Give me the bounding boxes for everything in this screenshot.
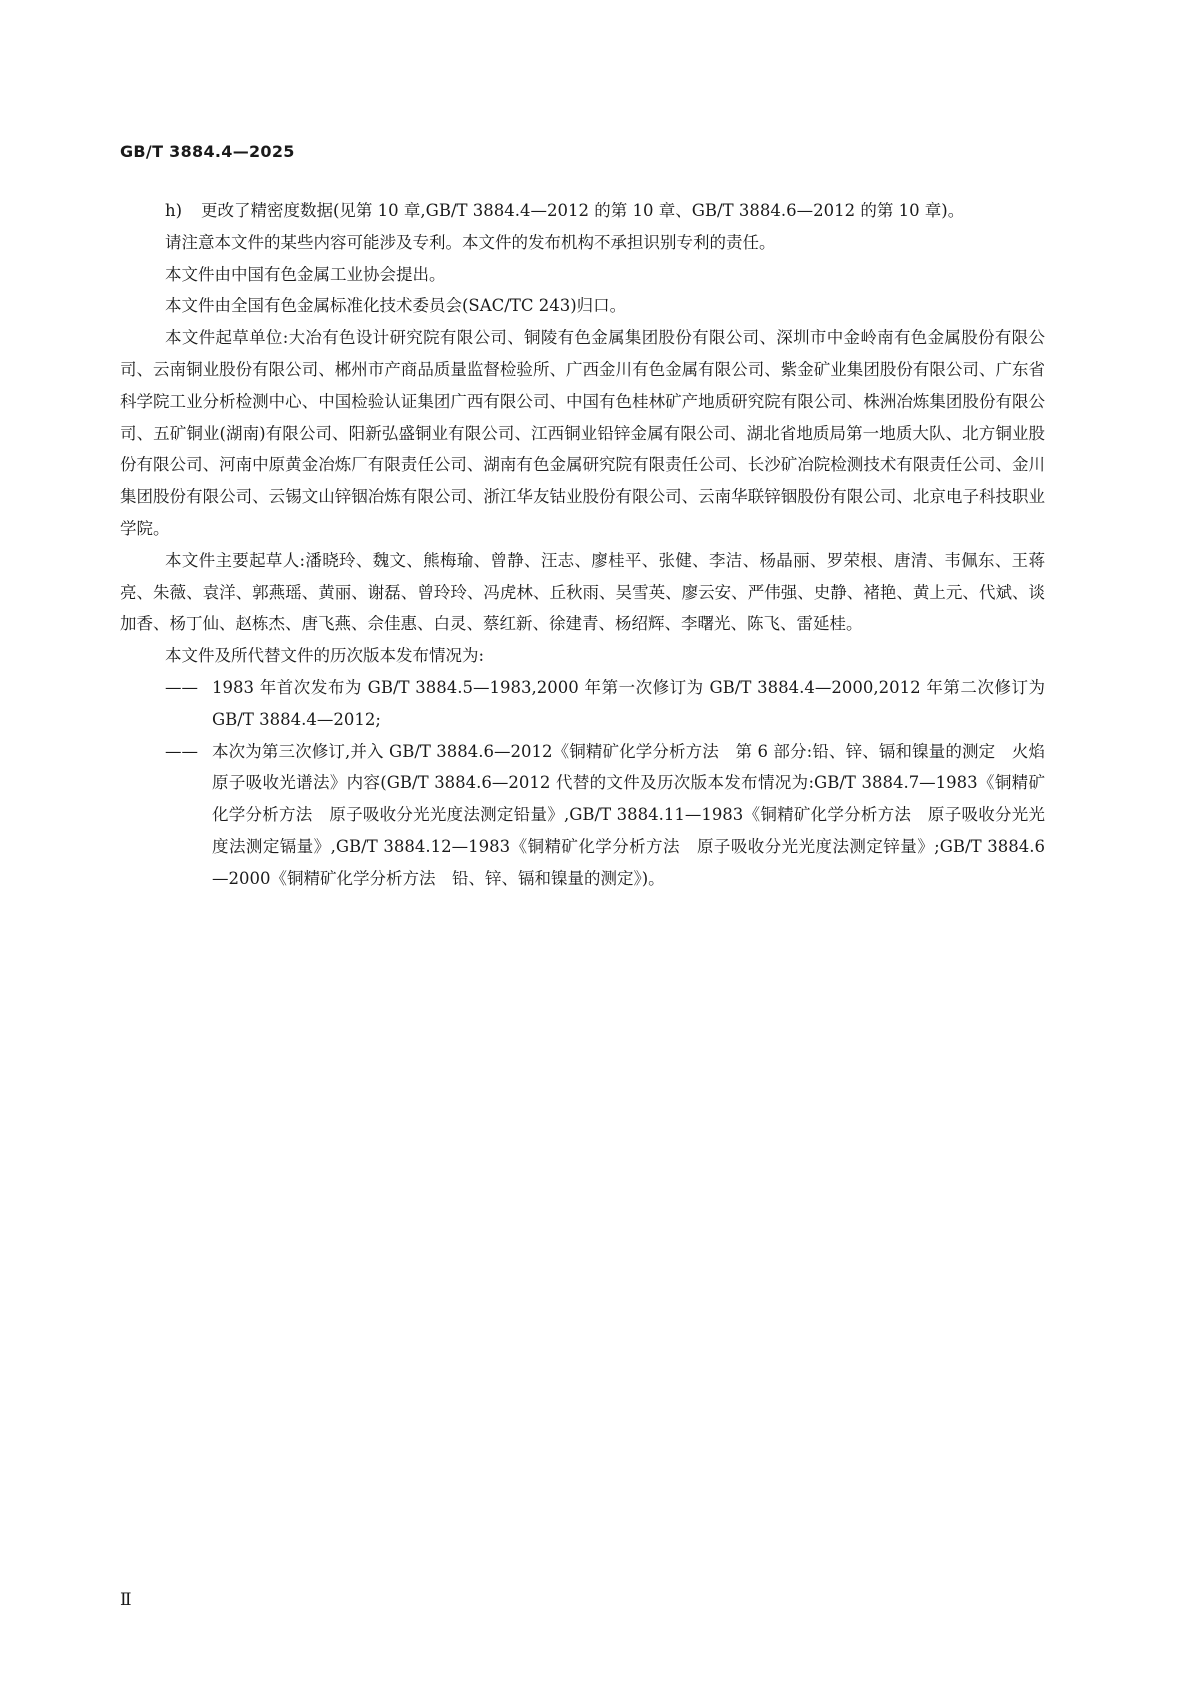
patent-notice: 请注意本文件的某些内容可能涉及专利。本文件的发布机构不承担识别专利的责任。 (165, 232, 776, 252)
history-item (165, 672, 1045, 736)
history-item-text: 本次为第三次修订,并入 GB/T 3884.6—2012《铜精矿化学分析方法 第 6 部分:铅、锌、镉和镍量的测定 火焰原子吸收光谱法》内容(GB/T 3884.6—2012 代替的文件及历次版本发布情况为:GB/T 3884.7—1983《铜精矿化学分析方法 原子吸收分光光度法测定铅量》,GB/T 3884.11—1983《铜精矿化学分析方法 原子吸收分光光度法测定镉量》,GB/T 3884.12—1983《铜精矿化学分析方法 原子吸收分光光度法测定锌量》;GB/T 3884.6—2000《铜精矿化学分析方法 铅、锌、镉和镍量的测定》)。 (212, 741, 1045, 888)
document-body (120, 195, 1045, 895)
proposer-statement: 本文件由中国有色金属工业协会提出。 (165, 264, 446, 284)
history-item-text: 1983 年首次发布为 GB/T 3884.5—1983,2000 年第一次修订为 GB/T 3884.4—2000,2012 年第二次修订为 GB/T 3884.4—2012; (212, 677, 1045, 729)
change-item-text: 更改了精密度数据(见第 10 章,GB/T 3884.4—2012 的第 10 章、GB/T 3884.6—2012 的第 10 章)。 (201, 201, 965, 220)
change-item-h (165, 195, 1045, 227)
history-item-dash: —— (165, 677, 198, 697)
history-item-dash: —— (165, 741, 198, 761)
drafters: 本文件主要起草人:潘晓玲、魏文、熊梅瑜、曾静、汪志、廖桂平、张健、李洁、杨晶丽、罗荣根、唐清、韦佩东、王蒋亮、朱薇、袁洋、郭燕瑶、黄丽、谢磊、曾玲玲、冯虎林、丘秋雨、吴雪英、廖云安、严伟强、史静、褚艳、黄上元、代斌、谈加香、杨丁仙、赵栋杰、唐飞燕、佘佳惠、白灵、蔡红新、徐建青、杨绍辉、李曙光、陈飞、雷延桂。 (120, 550, 1045, 634)
drafting-units: 本文件起草单位:大冶有色设计研究院有限公司、铜陵有色金属集团股份有限公司、深圳市中金岭南有色金属股份有限公司、云南铜业股份有限公司、郴州市产商品质量监督检验所、广西金川有色金属有限公司、紫金矿业集团股份有限公司、广东省科学院工业分析检测中心、中国检验认证集团广西有限公司、中国有色桂林矿产地质研究院有限公司、株洲冶炼集团股份有限公司、五矿铜业(湖南)有限公司、阳新弘盛铜业有限公司、江西铜业铅锌金属有限公司、湖北省地质局第一地质大队、北方铜业股份有限公司、河南中原黄金冶炼厂有限责任公司、湖南有色金属研究院有限责任公司、长沙矿冶院检测技术有限责任公司、金川集团股份有限公司、云锡文山锌铟冶炼有限公司、浙江华友钴业股份有限公司、云南华联锌铟股份有限公司、北京电子科技职业学院。 (120, 328, 1045, 538)
page-number: Ⅱ (120, 1590, 132, 1610)
history-intro: 本文件及所代替文件的历次版本发布情况为: (165, 646, 485, 666)
change-item-label: h) (165, 201, 183, 220)
document-code-header: GB/T 3884.4—2025 (120, 142, 295, 161)
history-item (165, 736, 1045, 895)
centralized-statement: 本文件由全国有色金属标准化技术委员会(SAC/TC 243)归口。 (165, 296, 627, 316)
